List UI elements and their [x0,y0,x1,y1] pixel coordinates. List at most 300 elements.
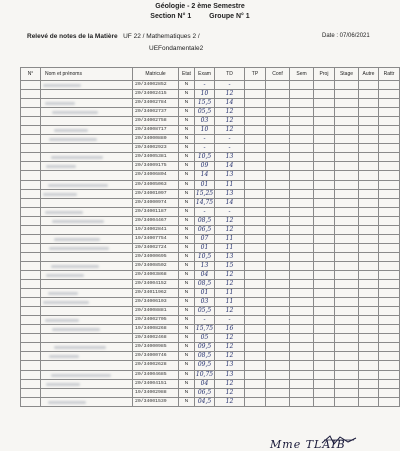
exam-grade-cell: 13 [195,261,215,270]
rattr-cell [379,189,400,198]
redaction-mark [49,355,79,358]
rattr-cell [379,198,400,207]
sem-cell [290,207,314,216]
sem-cell [290,298,314,307]
row-number-cell [21,117,41,126]
name-cell-redacted [41,289,133,298]
autre-cell [359,153,379,162]
table-row [21,90,400,99]
matricule-cell: 20/34004151 [133,379,179,388]
stage-cell [335,207,359,216]
table-row [21,361,400,370]
tp-cell [245,225,266,234]
table-row [21,198,400,207]
exam-grade-cell: 06,5 [195,388,215,397]
matricule-cell: 20/34008881 [133,307,179,316]
name-cell-redacted [41,117,133,126]
sem-cell [290,225,314,234]
name-cell-redacted [41,189,133,198]
sem-cell [290,99,314,108]
stage-cell [335,153,359,162]
name-cell-redacted [41,207,133,216]
rattr-cell [379,234,400,243]
table-row [21,117,400,126]
exam-grade-cell: - [195,207,215,216]
conf-cell [266,252,290,261]
etat-cell: N [179,334,195,343]
row-number-cell [21,144,41,153]
exam-grade-cell: 10,5 [195,153,215,162]
exam-grade-cell: 14,75 [195,198,214,206]
redaction-mark [48,401,86,404]
stage-cell [335,361,359,370]
rattr-cell [379,207,400,216]
stage-cell [335,180,359,189]
conf-cell [266,316,290,325]
etat-cell: N [179,298,195,307]
autre-cell [359,225,379,234]
matricule-cell: 19/34002841 [133,225,179,234]
td-grade-cell: 11 [215,289,245,298]
proj-cell [314,261,335,270]
table-row [21,252,400,261]
table-row [21,370,400,379]
matricule-cell: 20/34003868 [133,270,179,279]
td-grade-cell: 14 [215,162,245,171]
name-cell-redacted [41,316,133,325]
row-number-cell [21,298,41,307]
row-number-cell [21,126,41,135]
sem-cell [290,135,314,144]
stage-cell [335,307,359,316]
table-row [21,325,400,334]
proj-cell [314,370,335,379]
subject-prefix: Relevé de notes de la Matière [27,33,118,40]
sem-cell [290,81,314,90]
stage-cell [335,81,359,90]
stage-cell [335,352,359,361]
sem-cell [290,352,314,361]
etat-cell: N [179,280,195,289]
matricule-cell: 20/34001539 [133,397,179,406]
sem-cell [290,325,314,334]
name-cell-redacted [41,270,133,279]
table-row [21,108,400,117]
redaction-mark [43,84,81,87]
stage-cell [335,171,359,180]
table-row [21,243,400,252]
sem-cell [290,397,314,406]
conf-cell [266,334,290,343]
tp-cell [245,343,266,352]
matricule-cell: 20/34002852 [133,81,179,90]
stage-cell [335,198,359,207]
table-row [21,261,400,270]
td-grade-cell: 11 [215,298,245,307]
td-grade-cell: 12 [215,379,245,388]
exam-grade-cell: 14 [195,171,215,180]
autre-cell [359,135,379,144]
column-header: Sem [290,68,314,81]
autre-cell [359,126,379,135]
etat-cell: N [179,135,195,144]
sem-cell [290,252,314,261]
name-cell-redacted [41,99,133,108]
stage-cell [335,162,359,171]
sem-cell [290,243,314,252]
etat-cell: N [179,270,195,279]
etat-cell: N [179,361,195,370]
date-label: Date : 07/06/2021 [322,33,370,39]
rattr-cell [379,225,400,234]
tp-cell [245,270,266,279]
redaction-mark [54,346,106,349]
redaction-mark [51,265,99,268]
exam-grade-cell: 08,5 [195,352,215,361]
exam-grade-cell: 08,5 [195,216,215,225]
column-header: N° [21,68,41,81]
row-number-cell [21,397,41,406]
etat-cell: N [179,216,195,225]
td-grade-cell: 13 [215,252,245,261]
matricule-cell: 20/34006804 [133,171,179,180]
tp-cell [245,370,266,379]
stage-cell [335,270,359,279]
conf-cell [266,370,290,379]
exam-grade-cell: 01 [195,243,215,252]
rattr-cell [379,243,400,252]
proj-cell [314,198,335,207]
sem-cell [290,289,314,298]
matricule-cell: 20/34002468 [133,334,179,343]
rattr-cell [379,135,400,144]
table-row [21,99,400,108]
conf-cell [266,379,290,388]
tp-cell [245,334,266,343]
matricule-cell: 20/34000695 [133,252,179,261]
column-header: Rattr [379,68,400,81]
td-grade-cell: 12 [215,90,245,99]
rattr-cell [379,180,400,189]
conf-cell [266,361,290,370]
row-number-cell [21,388,41,397]
proj-cell [314,280,335,289]
name-cell-redacted [41,90,133,99]
autre-cell [359,352,379,361]
rattr-cell [379,343,400,352]
rattr-cell [379,280,400,289]
row-number-cell [21,198,41,207]
matricule-cell: 20/34001097 [133,189,179,198]
conf-cell [266,225,290,234]
table-row [21,270,400,279]
matricule-cell: 20/34008717 [133,126,179,135]
redaction-mark [46,274,84,277]
rattr-cell [379,117,400,126]
autre-cell [359,298,379,307]
conf-cell [266,99,290,108]
redaction-mark [54,129,88,132]
matricule-cell: 19/34007754 [133,234,179,243]
column-header: Etat [179,68,195,81]
conf-cell [266,280,290,289]
exam-grade-cell: 04,5 [195,397,215,406]
td-grade-cell: 12 [215,270,245,279]
proj-cell [314,117,335,126]
stage-cell [335,243,359,252]
conf-cell [266,243,290,252]
proj-cell [314,153,335,162]
sem-cell [290,216,314,225]
exam-grade-cell: 05,5 [195,307,215,316]
conf-cell [266,388,290,397]
redaction-mark [46,383,80,386]
td-grade-cell: 13 [215,189,245,198]
table-row [21,343,400,352]
tp-cell [245,252,266,261]
tp-cell [245,117,266,126]
exam-grade-cell: 05 [195,334,215,343]
table-row [21,316,400,325]
td-grade-cell: 11 [215,243,245,252]
conf-cell [266,261,290,270]
exam-grade-cell: 03 [195,298,215,307]
matricule-cell: 20/34000746 [133,352,179,361]
sem-cell [290,343,314,352]
conf-cell [266,108,290,117]
exam-grade-cell: 03 [195,117,215,126]
autre-cell [359,162,379,171]
redaction-mark [52,328,100,331]
stage-cell [335,252,359,261]
autre-cell [359,261,379,270]
etat-cell: N [179,126,195,135]
td-grade-cell: - [215,316,245,325]
sem-cell [290,370,314,379]
conf-cell [266,189,290,198]
tp-cell [245,234,266,243]
table-row [21,289,400,298]
redaction-mark [52,111,98,114]
tp-cell [245,261,266,270]
exam-grade-cell: 10,5 [195,252,215,261]
exam-grade-cell: 15,75 [195,325,214,333]
autre-cell [359,379,379,388]
stage-cell [335,289,359,298]
etat-cell: N [179,153,195,162]
sem-cell [290,162,314,171]
etat-cell: N [179,171,195,180]
proj-cell [314,189,335,198]
td-grade-cell: 12 [215,126,245,135]
proj-cell [314,361,335,370]
proj-cell [314,216,335,225]
grades-table [20,67,400,407]
row-number-cell [21,153,41,162]
redaction-mark [49,247,109,250]
tp-cell [245,108,266,117]
redaction-mark [45,319,79,322]
sem-cell [290,261,314,270]
row-number-cell [21,81,41,90]
name-cell-redacted [41,379,133,388]
etat-cell: N [179,90,195,99]
conf-cell [266,117,290,126]
td-grade-cell: 11 [215,180,245,189]
td-grade-cell: - [215,135,245,144]
proj-cell [314,225,335,234]
autre-cell [359,234,379,243]
row-number-cell [21,343,41,352]
rattr-cell [379,162,400,171]
name-cell-redacted [41,135,133,144]
proj-cell [314,388,335,397]
matricule-cell: 20/34002628 [133,361,179,370]
tp-cell [245,153,266,162]
redaction-mark [54,238,100,241]
table-row [21,352,400,361]
redaction-mark [48,184,108,187]
tp-cell [245,243,266,252]
tp-cell [245,171,266,180]
tp-cell [245,144,266,153]
row-number-cell [21,361,41,370]
etat-cell: N [179,352,195,361]
etat-cell: N [179,81,195,90]
autre-cell [359,99,379,108]
td-grade-cell: 11 [215,234,245,243]
proj-cell [314,207,335,216]
td-grade-cell: 12 [215,388,245,397]
matricule-cell: 20/34005063 [133,180,179,189]
column-header: Autre [359,68,379,81]
proj-cell [314,126,335,135]
proj-cell [314,352,335,361]
sem-cell [290,108,314,117]
proj-cell [314,108,335,117]
name-cell-redacted [41,144,133,153]
stage-cell [335,343,359,352]
row-number-cell [21,225,41,234]
tp-cell [245,361,266,370]
tp-cell [245,207,266,216]
stage-cell [335,280,359,289]
exam-grade-cell: 09,5 [195,343,215,352]
stage-cell [335,261,359,270]
column-header: Stage [335,68,359,81]
sem-cell [290,117,314,126]
table-row [21,126,400,135]
name-cell-redacted [41,126,133,135]
td-grade-cell: 12 [215,108,245,117]
rattr-cell [379,325,400,334]
conf-cell [266,307,290,316]
section-number: 1 [187,13,192,20]
proj-cell [314,234,335,243]
table-row [21,298,400,307]
row-number-cell [21,334,41,343]
column-header: Proj [314,68,335,81]
redaction-mark [48,292,78,295]
sem-cell [290,307,314,316]
proj-cell [314,81,335,90]
stage-cell [335,397,359,406]
etat-cell: N [179,198,195,207]
redaction-mark [43,193,77,196]
row-number-cell [21,108,41,117]
name-cell-redacted [41,198,133,207]
matricule-cell: 20/34004685 [133,370,179,379]
subject-heading [27,33,204,52]
row-number-cell [21,99,41,108]
etat-cell: N [179,207,195,216]
row-number-cell [21,189,41,198]
tp-cell [245,316,266,325]
rattr-cell [379,90,400,99]
tp-cell [245,81,266,90]
subject-ue: UEFondamentale2 [149,45,204,52]
matricule-cell: 20/34000985 [133,343,179,352]
redaction-mark [51,374,111,377]
table-row [21,388,400,397]
rattr-cell [379,397,400,406]
matricule-cell: 20/34002415 [133,90,179,99]
proj-cell [314,298,335,307]
proj-cell [314,171,335,180]
table-row [21,397,400,406]
matricule-cell: 20/34008502 [133,261,179,270]
td-grade-cell: 12 [215,397,245,406]
conf-cell [266,216,290,225]
signature-scribble [320,434,360,446]
sem-cell [290,189,314,198]
rattr-cell [379,216,400,225]
proj-cell [314,180,335,189]
row-number-cell [21,325,41,334]
name-cell-redacted [41,298,133,307]
td-grade-cell: - [215,81,245,90]
column-header: Matricule [133,68,179,81]
exam-grade-cell: - [195,81,215,90]
rattr-cell [379,298,400,307]
exam-grade-cell: 01 [195,180,215,189]
name-cell-redacted [41,180,133,189]
conf-cell [266,325,290,334]
rattr-cell [379,171,400,180]
td-grade-cell: 12 [215,117,245,126]
matricule-cell: 20/34002784 [133,99,179,108]
proj-cell [314,270,335,279]
rattr-cell [379,261,400,270]
table-header-row [21,68,400,81]
td-grade-cell: 14 [215,99,245,108]
rattr-cell [379,361,400,370]
column-header: Exam [195,68,215,81]
redaction-mark [46,165,76,168]
td-grade-cell: - [215,144,245,153]
etat-cell: N [179,180,195,189]
etat-cell: N [179,379,195,388]
row-number-cell [21,307,41,316]
autre-cell [359,316,379,325]
matricule-cell: 20/34000974 [133,198,179,207]
name-cell-redacted [41,343,133,352]
autre-cell [359,307,379,316]
matricule-cell: 20/34011962 [133,289,179,298]
exam-grade-cell: 08,5 [195,280,215,289]
column-header: TD [215,68,245,81]
stage-cell [335,117,359,126]
